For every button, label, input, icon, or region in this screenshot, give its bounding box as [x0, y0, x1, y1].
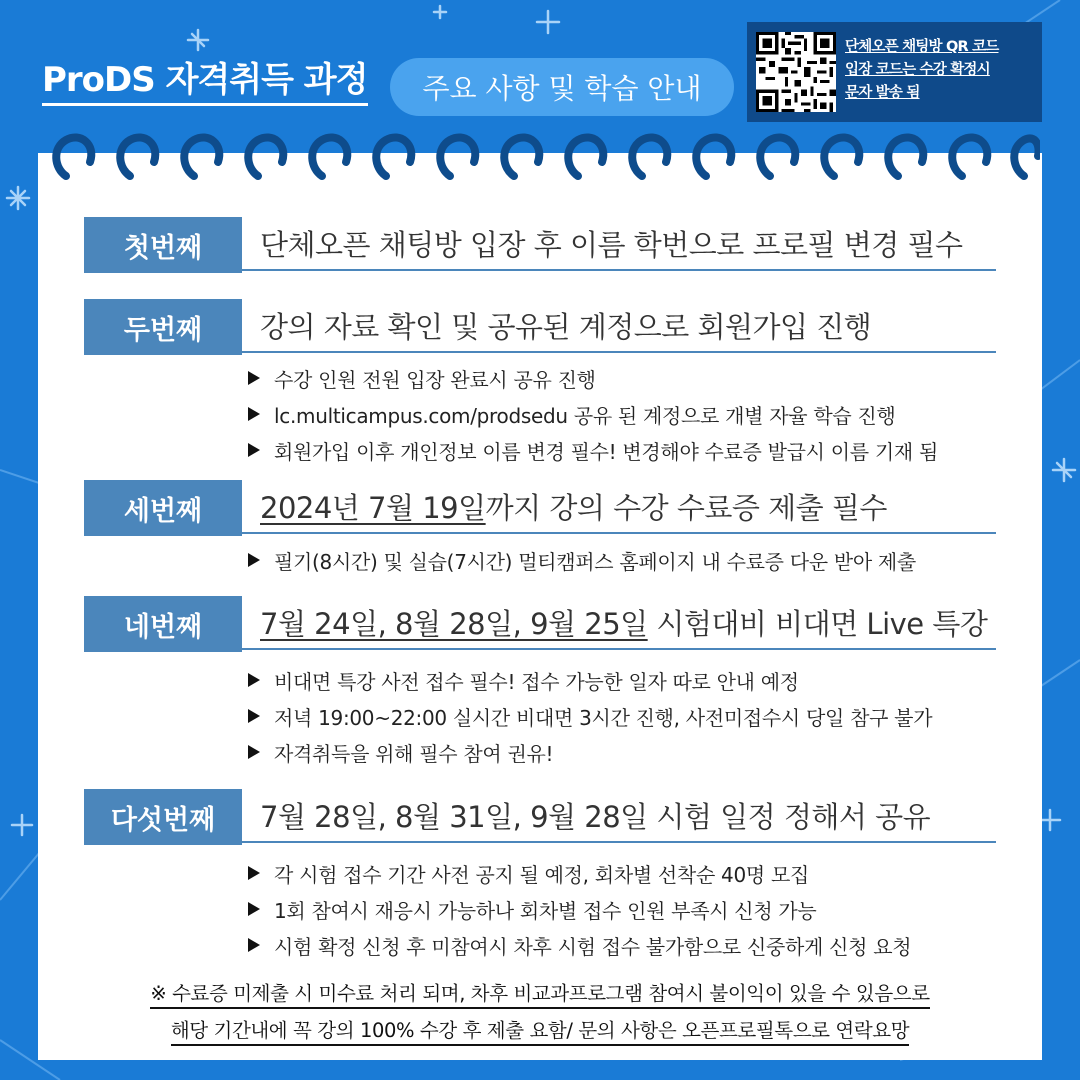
list-item [248, 927, 911, 963]
triangle-bullet-icon [248, 709, 260, 723]
qr-description [845, 36, 1035, 105]
triangle-bullet-icon [248, 371, 260, 385]
section-5-bullets [248, 855, 911, 963]
section-3-heading-date: 2024년 7월 19일 [260, 490, 486, 525]
list-item [248, 734, 932, 770]
list-item [248, 662, 932, 698]
triangle-bullet-icon [248, 866, 260, 880]
list-item [248, 855, 911, 891]
list-item [248, 542, 916, 578]
bullet-text: 회원가입 이후 개인정보 이름 변경 필수! 변경해야 수료증 발급시 이름 기재 됨 [274, 439, 938, 464]
qr-text-line-1: 단체오픈 채팅방 QR 코드 [845, 39, 999, 55]
bullet-text: lc.multicampus.com/prodsedu 공유 된 계정으로 개별 자율 학습 진행 [274, 403, 896, 428]
section-3-bullets [248, 542, 916, 578]
section-5-heading: 7월 28일, 8월 31일, 9월 28일 시험 일정 정해서 공유 [242, 789, 996, 843]
section-3-heading [242, 480, 996, 534]
bullet-text: 비대면 특강 사전 접수 필수! 접수 가능한 일자 따로 안내 예정 [274, 669, 799, 694]
notice-line-1: ※ 수료증 미제출 시 미수료 처리 되며, 차후 비교과프로그램 참여시 불이익이 있을 수 있음으로 [150, 982, 929, 1009]
qr-text-line-2: 입장 코드는 수강 확정시 [845, 62, 990, 78]
list-item [248, 698, 932, 734]
bullet-text: 수강 인원 전원 입장 완료시 공유 진행 [274, 367, 596, 392]
triangle-bullet-icon [248, 745, 260, 759]
bullet-text: 시험 확정 신청 후 미참여시 차후 시험 접수 불가함으로 신중하게 신청 요청 [274, 934, 912, 959]
section-4-badge: 네번째 [84, 596, 242, 652]
triangle-bullet-icon [248, 902, 260, 916]
bullet-text: 저녁 19:00~22:00 실시간 비대면 3시간 진행, 사전미접수시 당일 참구 불가 [274, 705, 933, 730]
triangle-bullet-icon [248, 553, 260, 567]
section-1-badge: 첫번째 [84, 217, 242, 273]
list-item [248, 360, 938, 396]
section-2-bullets [248, 360, 938, 468]
section-2-heading: 강의 자료 확인 및 공유된 계정으로 회원가입 진행 [242, 299, 996, 353]
triangle-bullet-icon [248, 407, 260, 421]
bullet-text: 1회 참여시 재응시 가능하나 회차별 접수 인원 부족시 신청 가능 [274, 898, 817, 923]
subtitle-pill: 주요 사항 및 학습 안내 [390, 58, 734, 116]
section-4-heading-rest: 시험대비 비대면 Live 특강 [647, 606, 988, 641]
spiral-binding [40, 126, 1040, 196]
list-item [248, 396, 938, 432]
section-4-bullets [248, 662, 932, 770]
list-item [248, 891, 911, 927]
list-item [248, 432, 938, 468]
triangle-bullet-icon [248, 938, 260, 952]
notice-line-2: 해당 기간내에 꼭 강의 100% 수강 후 제출 요함/ 문의 사항은 오픈프로필톡으로 연락요망 [171, 1019, 909, 1046]
section-1-heading: 단체오픈 채팅방 입장 후 이름 학번으로 프로필 변경 필수 [242, 217, 996, 271]
qr-text-line-3: 문자 발송 됨 [845, 85, 920, 101]
page-title: ProDS 자격취득 과정 [42, 52, 368, 106]
bullet-text: 각 시험 접수 기간 사전 공지 될 예정, 회차별 선착순 40명 모집 [274, 862, 809, 887]
section-4-heading-dates: 7월 24일, 8월 28일, 9월 25일 [260, 606, 648, 641]
bullet-text: 필기(8시간) 및 실습(7시간) 멀티캠퍼스 홈페이지 내 수료증 다운 받아 제출 [274, 549, 916, 574]
qr-code-icon[interactable] [756, 32, 836, 112]
bullet-text: 자격취득을 위해 필수 참여 권유! [274, 741, 554, 766]
footer-notice [84, 975, 996, 1049]
section-4-heading [242, 596, 996, 650]
section-3-badge: 세번째 [84, 480, 242, 536]
section-5-badge: 다섯번째 [84, 789, 242, 845]
section-2-badge: 두번째 [84, 299, 242, 355]
triangle-bullet-icon [248, 673, 260, 687]
qr-info-box [747, 22, 1042, 122]
section-3-heading-rest: 까지 강의 수강 수료증 제출 필수 [485, 490, 887, 525]
triangle-bullet-icon [248, 443, 260, 457]
